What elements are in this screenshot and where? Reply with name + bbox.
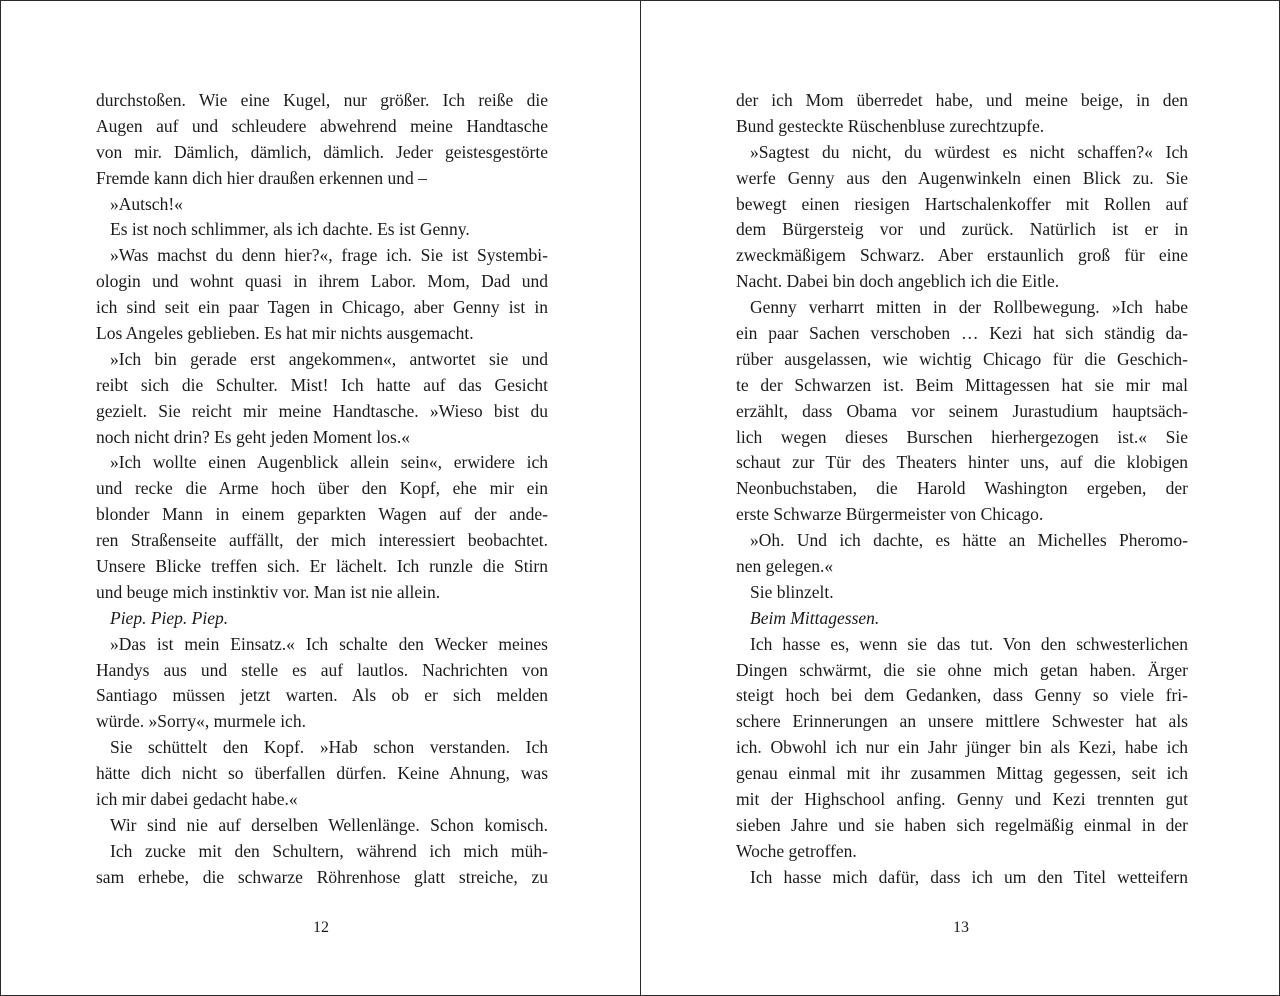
text-line: »Sagtest du nicht, du würdest es nicht schaffen?« Ich [750, 141, 1188, 162]
text-line: »Oh. Und ich dachte, es hätte an Michelles Pheromo- [750, 530, 1188, 551]
text-line: Piep. Piep. Piep. [110, 607, 229, 628]
text-line: sam erhebe, die schwarze Röhrenhose glatt streiche, zu [96, 866, 548, 887]
text-line: zweckmäßigem Schwarz. Aber erstaunlich groß für eine [736, 245, 1188, 266]
page-number-left: 12 [313, 919, 329, 936]
text-line: Fremde kann dich hier draußen erkennen und – [96, 167, 427, 188]
text-line: gezielt. Sie reicht mir meine Handtasche. »Wieso bist du [96, 400, 548, 421]
text-line: erste Schwarze Bürgermeister von Chicago. [736, 504, 1044, 525]
text-line: Ich hasse es, wenn sie das tut. Von den schwesterlichen [750, 633, 1188, 654]
text-line: »Ich wollte einen Augenblick allein sein«, erwidere ich [110, 452, 548, 473]
text-line: ich sind seit ein paar Tagen in Chicago, aber Genny ist in [96, 297, 548, 318]
page-divider [640, 1, 641, 995]
text-line: mit der Highschool anfing. Genny und Kezi trennten gut [736, 789, 1188, 810]
text-line: Wir sind nie auf derselben Wellenlänge. Schon komisch. [110, 814, 548, 835]
text-line: Woche getroffen. [736, 840, 857, 861]
text-line: Sie schüttelt den Kopf. »Hab schon verstanden. Ich [110, 737, 548, 758]
text-line: Es ist noch schlimmer, als ich dachte. Es ist Genny. [110, 219, 470, 240]
text-line: ologin und wohnt quasi in ihrem Labor. Mom, Dad und [96, 271, 548, 292]
text-line: »Ich bin gerade erst angekommen«, antwortet sie und [110, 348, 548, 369]
text-line: schaut zur Tür des Theaters hinter uns, auf die klobigen [736, 452, 1188, 473]
text-line: würde. »Sorry«, murmele ich. [96, 711, 306, 732]
text-line: ich mir dabei gedacht habe.« [96, 789, 298, 810]
text-line: schere Erinnerungen an unsere mittlere Schwester hat als [736, 711, 1188, 732]
text-line: Handys aus und stelle es auf lautlos. Nachrichten von [96, 659, 548, 680]
text-line: blonder Mann in einem geparkten Wagen auf der ande- [96, 504, 548, 525]
text-line: Ich hasse mich dafür, dass ich um den Titel wetteifern [750, 866, 1188, 887]
text-line: Beim Mittagessen. [750, 607, 880, 628]
text-line: »Autsch!« [110, 193, 183, 214]
text-line: Neonbuchstaben, die Harold Washington ergeben, der [736, 478, 1188, 499]
text-line: der ich Mom überredet habe, und meine beige, in den [736, 90, 1188, 110]
text-line: ren Straßenseite auffällt, der mich interessiert beobachtet. [96, 530, 548, 551]
text-line: reibt sich die Schulter. Mist! Ich hatte auf das Gesicht [96, 374, 548, 395]
text-line: noch nicht drin? Es geht jeden Moment los.« [96, 426, 410, 447]
text-line: Dingen schwärmt, die sie ohne mich getan haben. Ärger [736, 659, 1188, 680]
text-line: »Das ist mein Einsatz.« Ich schalte den Wecker meines [110, 633, 548, 654]
text-line: erzählt, dass Obama vor seinem Jurastudium hauptsäch- [736, 400, 1188, 421]
text-line: sieben Jahre und sie haben sich regelmäßig einmal in der [736, 814, 1188, 835]
text-line: und beuge mich instinktiv vor. Man ist nie allein. [96, 581, 441, 602]
text-line: bewegt einen riesigen Hartschalenkoffer mit Rollen auf [736, 193, 1188, 214]
text-line: und recke die Arme hoch über den Kopf, ehe mir ein [96, 478, 548, 499]
text-line: Unsere Blicke treffen sich. Er lächelt. Ich runzle die Stirn [96, 556, 548, 577]
text-line: dem Bürgersteig vor und zurück. Natürlich ist er in [736, 219, 1188, 240]
text-line: rüber ausgelassen, wie wichtig Chicago für die Geschich- [736, 348, 1188, 369]
text-line: werfe Genny aus den Augenwinkeln einen Blick zu. Sie [736, 167, 1188, 188]
text-line: Los Angeles geblieben. Es hat mir nichts ausgemacht. [96, 323, 474, 344]
text-line: ich. Obwohl ich nur ein Jahr jünger bin als Kezi, habe ich [736, 737, 1188, 758]
text-line: Santiago müssen jetzt warten. Als ob er sich melden [96, 685, 548, 706]
text-line: nen gelegen.« [736, 556, 834, 577]
left-page-text [96, 88, 548, 891]
text-line: von mir. Dämlich, dämlich, dämlich. Jeder geistesgestörte [96, 141, 548, 162]
text-line: hätte dich nicht so überfallen dürfen. Keine Ahnung, was [96, 763, 548, 784]
text-line: Ich zucke mit den Schultern, während ich mich müh- [110, 840, 548, 861]
text-line: steigt hoch bei dem Gedanken, dass Genny so viele fri- [736, 685, 1188, 706]
text-line: Sie blinzelt. [750, 581, 834, 602]
page-number-right: 13 [953, 919, 969, 936]
text-line: durchstoßen. Wie eine Kugel, nur größer. Ich reiße die [96, 90, 548, 110]
text-line: genau einmal mit ihr zusammen Mittag gegessen, seit ich [736, 763, 1188, 784]
text-line: lich wegen dieses Burschen hierhergezogen ist.« Sie [736, 426, 1188, 447]
text-line: Genny verharrt mitten in der Rollbewegung. »Ich habe [750, 297, 1188, 318]
text-line: te der Schwarzen ist. Beim Mittagessen hat sie mir mal [736, 374, 1188, 395]
right-page-text [736, 88, 1188, 891]
text-line: »Was machst du denn hier?«, frage ich. Sie ist Systembi- [110, 245, 548, 266]
text-line: Augen auf und schleudere abwehrend meine Handtasche [96, 115, 548, 136]
text-line: Nacht. Dabei bin doch angeblich ich die Eitle. [736, 271, 1060, 292]
text-line: ein paar Sachen verschoben … Kezi hat sich ständig da- [736, 323, 1188, 344]
text-line: Bund gesteckte Rüschenbluse zurechtzupfe. [736, 115, 1045, 136]
